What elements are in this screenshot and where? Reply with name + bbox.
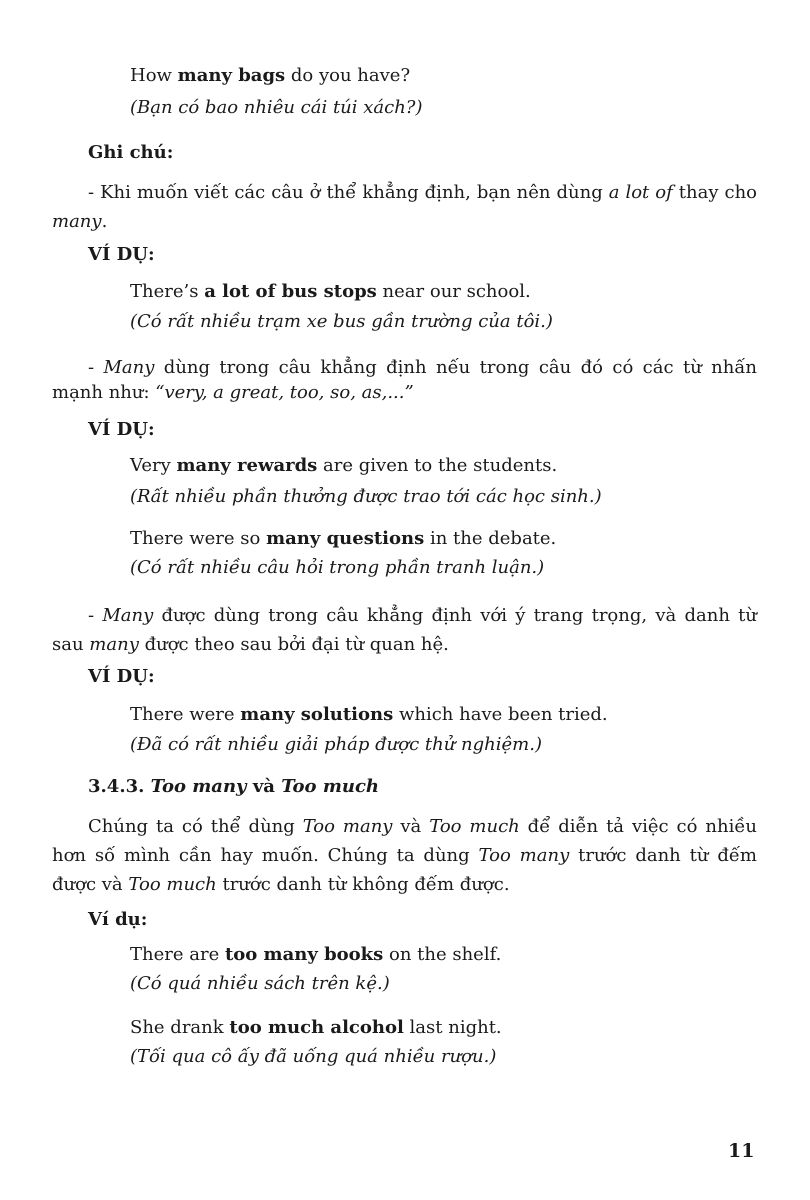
example-sentence: Very many rewards are given to the students. [130,455,558,476]
note-paragraph: - Khi muốn viết các câu ở thể khẳng định, bạn nên dùng a lot of thay cho many. [52,182,757,232]
page-number: 11 [728,1140,755,1162]
example-translation: (Đã có rất nhiều giải pháp được thử nghiệm.) [130,734,542,755]
example-translation: (Có rất nhiều câu hỏi trong phần tranh luận.) [130,557,545,578]
example-sentence: There are too many books on the shelf. [130,944,502,965]
example-heading: VÍ DỤ: [88,419,155,440]
note-paragraph: - Many dùng trong câu khẳng định nếu trong câu đó có các từ nhấn mạnh như: “very, a great, too, so, as,...” [52,357,757,403]
example-heading: VÍ DỤ: [88,244,155,265]
section-heading: 3.4.3. Too many và Too much [88,776,380,797]
note-paragraph: - Many được dùng trong câu khẳng định với ý trang trọng, và danh từ sau many được theo sau bởi đại từ quan hệ. [52,605,757,655]
example-sentence: How many bags do you have? [130,65,411,86]
example-translation: (Bạn có bao nhiêu cái túi xách?) [130,97,423,118]
example-sentence: There were many solutions which have been tried. [130,704,608,725]
example-heading: VÍ DỤ: [88,666,155,687]
example-sentence: There’s a lot of bus stops near our school. [130,281,531,302]
example-heading: Ví dụ: [88,909,148,930]
example-translation: (Có rất nhiều trạm xe bus gần trường của tôi.) [130,311,553,332]
example-translation: (Rất nhiều phần thưởng được trao tới các học sinh.) [130,486,602,507]
example-translation: (Có quá nhiều sách trên kệ.) [130,973,390,994]
example-sentence: She drank too much alcohol last night. [130,1017,502,1038]
example-translation: (Tối qua cô ấy đã uống quá nhiều rượu.) [130,1046,497,1067]
note-heading: Ghi chú: [88,142,174,163]
example-sentence: There were so many questions in the debate. [130,528,557,549]
section-paragraph: Chúng ta có thể dùng Too many và Too much để diễn tả việc có nhiều hơn số mình cần hay muốn. Chúng ta dùng Too many trước danh từ đếm được và Too much trước danh từ không đếm được. [52,816,757,895]
